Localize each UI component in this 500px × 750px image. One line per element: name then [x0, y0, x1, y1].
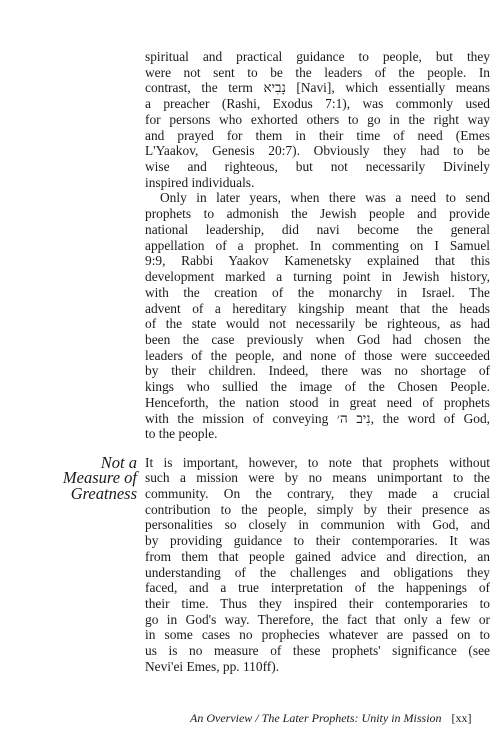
text-line: advent of a hereditary kingship meant that the heads: [145, 300, 490, 316]
text-line: to the people.: [145, 426, 218, 442]
text-line: by providing guidance to their contemporaries. It was: [145, 533, 490, 549]
text-line: with the mission of conveying נִיב ה׳, the word of God,: [145, 410, 490, 426]
text-line: by their children. Indeed, there was no shortage of: [145, 363, 490, 379]
text-line: It is important, however, to note that prophets without: [145, 454, 490, 470]
text-line: been the case previously when God had chosen the: [145, 331, 490, 347]
text-line: inspired individuals.: [145, 174, 255, 190]
text-line: of the state would not necessarily be righteous, as had: [145, 316, 490, 332]
text-line: their time. Thus they inspired their contemporaries to: [145, 596, 490, 612]
page-number: [xx]: [451, 711, 472, 725]
text-line: community. On the contrary, they made a crucial: [145, 486, 490, 502]
margin-heading-line: Not a: [100, 452, 137, 472]
text-line: in some cases no prophecies whatever are passed on to: [145, 627, 490, 643]
margin-heading-line: Greatness: [70, 484, 137, 504]
text-line: national leadership, did navi become the general: [145, 221, 490, 237]
text-line: faced, and a true interpretation of the happenings of: [145, 580, 490, 596]
text-line: understanding of the challenges and obligations they: [145, 564, 490, 580]
text-line: go in God's way. Therefore, the fact that only a few or: [145, 611, 490, 627]
text-line: contrast, the term נָבִיא [Navi], which essentially means: [145, 80, 490, 96]
text-line: appellation of a prophet. In commenting on I Samuel: [145, 237, 490, 253]
text-line: Henceforth, the nation stood in great need of prophets: [145, 394, 490, 410]
text-line: a preacher (Rashi, Exodus 7:1), was commonly used: [145, 96, 490, 112]
text-line: Nevi'ei Emes, pp. 110ff).: [145, 658, 280, 674]
text-line: for persons who exhorted others to go in the right way: [145, 111, 490, 127]
text-line: leaders of the people, and none of those were succeeded: [145, 347, 490, 363]
text-line: spiritual and practical guidance to people, but they: [145, 49, 490, 64]
margin-heading-line: Measure of: [62, 468, 137, 488]
text-line: L'Yaakov, Genesis 20:7). Obviously they had to be: [145, 143, 490, 159]
text-line: with the creation of the monarchy in Israel. The: [145, 284, 490, 300]
text-line: wise and righteous, but not necessarily Divinely: [145, 159, 490, 175]
text-line: us is no measure of these prophets' significance (see: [145, 643, 490, 659]
text-line: personalities so closely in communion with God, and: [145, 517, 490, 533]
text-line: Only in later years, when there was a need to send: [160, 190, 490, 206]
text-line: kings who sullied the image of the Chosen People.: [145, 379, 490, 395]
text-line: contribution to the people, simply by their presence as: [145, 501, 490, 517]
text-line: 9:9, Rabbi Yaakov Kamenetsky explained that this: [145, 253, 490, 269]
running-title: An Overview / The Later Prophets: Unity in Mission: [190, 711, 442, 725]
text-line: development marked a turning point in Jewish history,: [145, 269, 490, 285]
text-line: such a mission were by no means unimportant to the: [145, 470, 490, 486]
text-line: prophets to admonish the Jewish people and provide: [145, 206, 490, 222]
text-line: from them that people gained advice and direction, an: [145, 548, 490, 564]
text-line: were not sent to be the leaders of the people. In: [145, 64, 490, 80]
running-footer: [190, 710, 490, 726]
text-line: and prayed for them in their time of need (Emes: [145, 127, 490, 143]
